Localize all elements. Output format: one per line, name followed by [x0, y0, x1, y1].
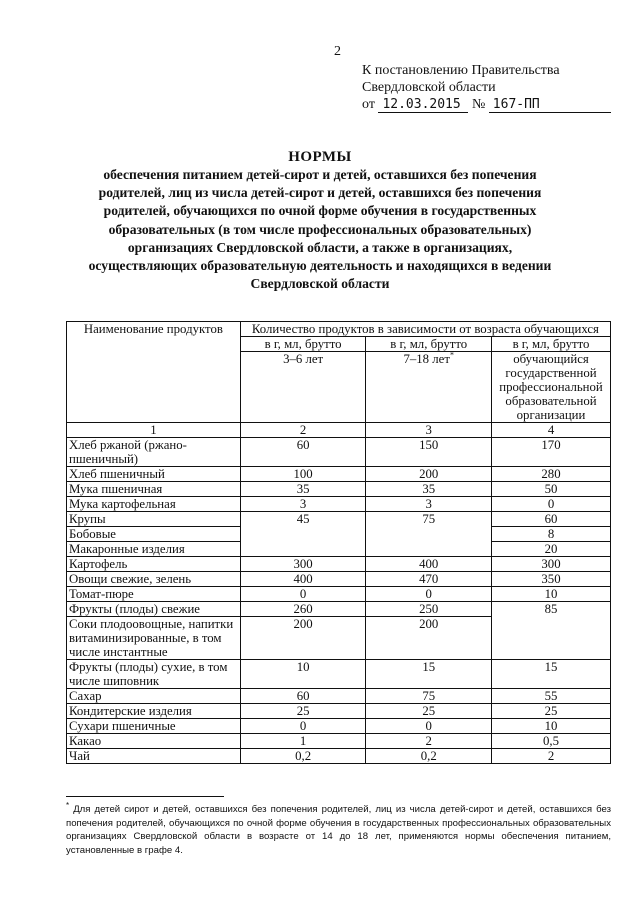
footnote-marker: * [449, 350, 454, 360]
value-cell: 2 [366, 734, 492, 749]
table-row [67, 467, 611, 482]
document-subtitle [40, 166, 600, 293]
decree-number: 167-ПП [489, 98, 611, 113]
document-title: НОРМЫ [288, 149, 352, 165]
table-row [67, 689, 611, 704]
value-cell: 350 [492, 572, 611, 587]
subtitle-line: обеспечения питанием детей-сирот и детей, оставшихся без попечения [103, 167, 537, 182]
value-cell: 100 [240, 467, 366, 482]
product-name: Кондитерские изделия [67, 704, 241, 719]
value-cell: 0 [240, 719, 366, 734]
subtitle-line: образовательных (в том числе профессиональных образовательных) [108, 221, 532, 237]
product-name: Сахар [67, 689, 241, 704]
table-row [67, 734, 611, 749]
col-header-products: Наименование продуктов [67, 322, 241, 423]
value-cell: 200 [366, 467, 492, 482]
value-cell: 250 [366, 602, 492, 617]
product-name: Картофель [67, 557, 241, 572]
value-cell: 60 [240, 438, 366, 467]
value-cell: 0,5 [492, 734, 611, 749]
value-cell: 35 [366, 482, 492, 497]
age-cell: 3–6 лет [240, 352, 366, 423]
value-cell: 25 [492, 704, 611, 719]
table-row [67, 719, 611, 734]
value-cell: 15 [366, 660, 492, 689]
value-cell: 60 [240, 689, 366, 704]
table-header-row [67, 322, 611, 337]
value-cell: 170 [492, 438, 611, 467]
product-name: Макаронные изделия [67, 542, 241, 557]
value-cell: 3 [240, 497, 366, 512]
value-cell: 0 [240, 587, 366, 602]
value-cell: 35 [240, 482, 366, 497]
product-name: Хлеб ржаной (ржано-пшеничный) [67, 438, 241, 467]
age-cell: обучающийся государственной профессиональной образовательной организации [492, 352, 611, 423]
product-name: Соки плодоовощные, напитки витаминизированные, в том числе инстантные [67, 617, 241, 660]
value-cell: 2 [492, 749, 611, 764]
table-row [67, 512, 611, 527]
date-prefix: от [362, 97, 375, 112]
value-cell: 55 [492, 689, 611, 704]
value-cell: 10 [240, 660, 366, 689]
norms-table [66, 321, 611, 764]
decree-date: 12.03.2015 [378, 98, 468, 113]
product-name: Мука пшеничная [67, 482, 241, 497]
product-name: Сухари пшеничные [67, 719, 241, 734]
document-header [362, 62, 611, 113]
table-row [67, 587, 611, 602]
footnote-text: Для детей сирот и детей, оставшихся без попечения родителей, лиц из числа детей-сирот и детей, оставшихся без попечения родителей, обучающихся по очной форме обучения в государственных профессиональных образовательных организациях Свердловской области в возрасте от 14 до 18 лет, применяются нормы обеспечения питанием, установленные в графе 4. [66, 804, 611, 856]
value-cell: 10 [492, 587, 611, 602]
value-cell: 0,2 [366, 749, 492, 764]
table-row [67, 482, 611, 497]
table-row [67, 660, 611, 689]
subtitle-line: осуществляющих образовательную деятельность и находящихся в ведении [88, 258, 552, 274]
footnote [66, 800, 611, 857]
product-name: Фрукты (плоды) свежие [67, 602, 241, 617]
value-cell: 60 [492, 512, 611, 527]
col-header-group: Количество продуктов в зависимости от возраста обучающихся [240, 322, 610, 337]
value-cell: 280 [492, 467, 611, 482]
column-number: 4 [492, 423, 611, 438]
value-cell: 10 [492, 719, 611, 734]
value-cell: 25 [240, 704, 366, 719]
table-row [67, 704, 611, 719]
value-cell: 25 [366, 704, 492, 719]
value-cell: 0 [366, 719, 492, 734]
unit-cell: в г, мл, брутто [492, 337, 611, 352]
age-cell [366, 352, 492, 423]
value-cell: 470 [366, 572, 492, 587]
value-cell: 300 [492, 557, 611, 572]
header-line-2: Свердловской области [362, 80, 496, 95]
unit-cell: в г, мл, брутто [366, 337, 492, 352]
number-prefix: № [471, 97, 486, 112]
product-name: Хлеб пшеничный [67, 467, 241, 482]
product-name: Какао [67, 734, 241, 749]
value-cell: 15 [492, 660, 611, 689]
product-name: Чай [67, 749, 241, 764]
subtitle-line: Свердловской области [250, 276, 390, 292]
value-cell: 150 [366, 438, 492, 467]
header-date-line [362, 96, 611, 113]
value-cell: 1 [240, 734, 366, 749]
table-row [67, 557, 611, 572]
subtitle-line: родителей, лиц из числа детей-сирот и детей, оставшихся без попечения [98, 185, 542, 201]
value-cell: 260 [240, 602, 366, 617]
value-cell: 45 [240, 512, 366, 557]
value-cell: 200 [366, 617, 492, 660]
table-row [67, 438, 611, 467]
value-cell: 20 [492, 542, 611, 557]
header-line-1: К постановлению Правительства [362, 63, 560, 78]
value-cell: 400 [240, 572, 366, 587]
column-number: 3 [366, 423, 492, 438]
subtitle-line: организациях Свердловской области, а также в организациях, [127, 239, 513, 255]
table-row [67, 497, 611, 512]
product-name: Мука картофельная [67, 497, 241, 512]
value-cell: 3 [366, 497, 492, 512]
value-cell: 400 [366, 557, 492, 572]
table-row [67, 602, 611, 617]
column-number-row [67, 423, 611, 438]
value-cell: 75 [366, 689, 492, 704]
footnote-divider [66, 796, 224, 797]
table-row [67, 749, 611, 764]
value-cell: 50 [492, 482, 611, 497]
value-cell: 8 [492, 527, 611, 542]
value-cell: 0 [492, 497, 611, 512]
product-name: Крупы [67, 512, 241, 527]
value-cell: 300 [240, 557, 366, 572]
footnote-marker: * [66, 800, 70, 810]
column-number: 2 [240, 423, 366, 438]
age-label: 7–18 лет [403, 352, 450, 366]
product-name: Томат-пюре [67, 587, 241, 602]
value-cell: 0 [366, 587, 492, 602]
table-row [67, 572, 611, 587]
subtitle-line: родителей, обучающихся по очной форме обучения в государственных [103, 203, 537, 219]
value-cell: 200 [240, 617, 366, 660]
value-cell: 85 [492, 602, 611, 660]
column-number: 1 [67, 423, 241, 438]
product-name: Овощи свежие, зелень [67, 572, 241, 587]
product-name: Фрукты (плоды) сухие, в том числе шиповник [67, 660, 241, 689]
value-cell: 0,2 [240, 749, 366, 764]
unit-cell: в г, мл, брутто [240, 337, 366, 352]
value-cell: 75 [366, 512, 492, 557]
page-number: 2 [334, 44, 341, 59]
product-name: Бобовые [67, 527, 241, 542]
